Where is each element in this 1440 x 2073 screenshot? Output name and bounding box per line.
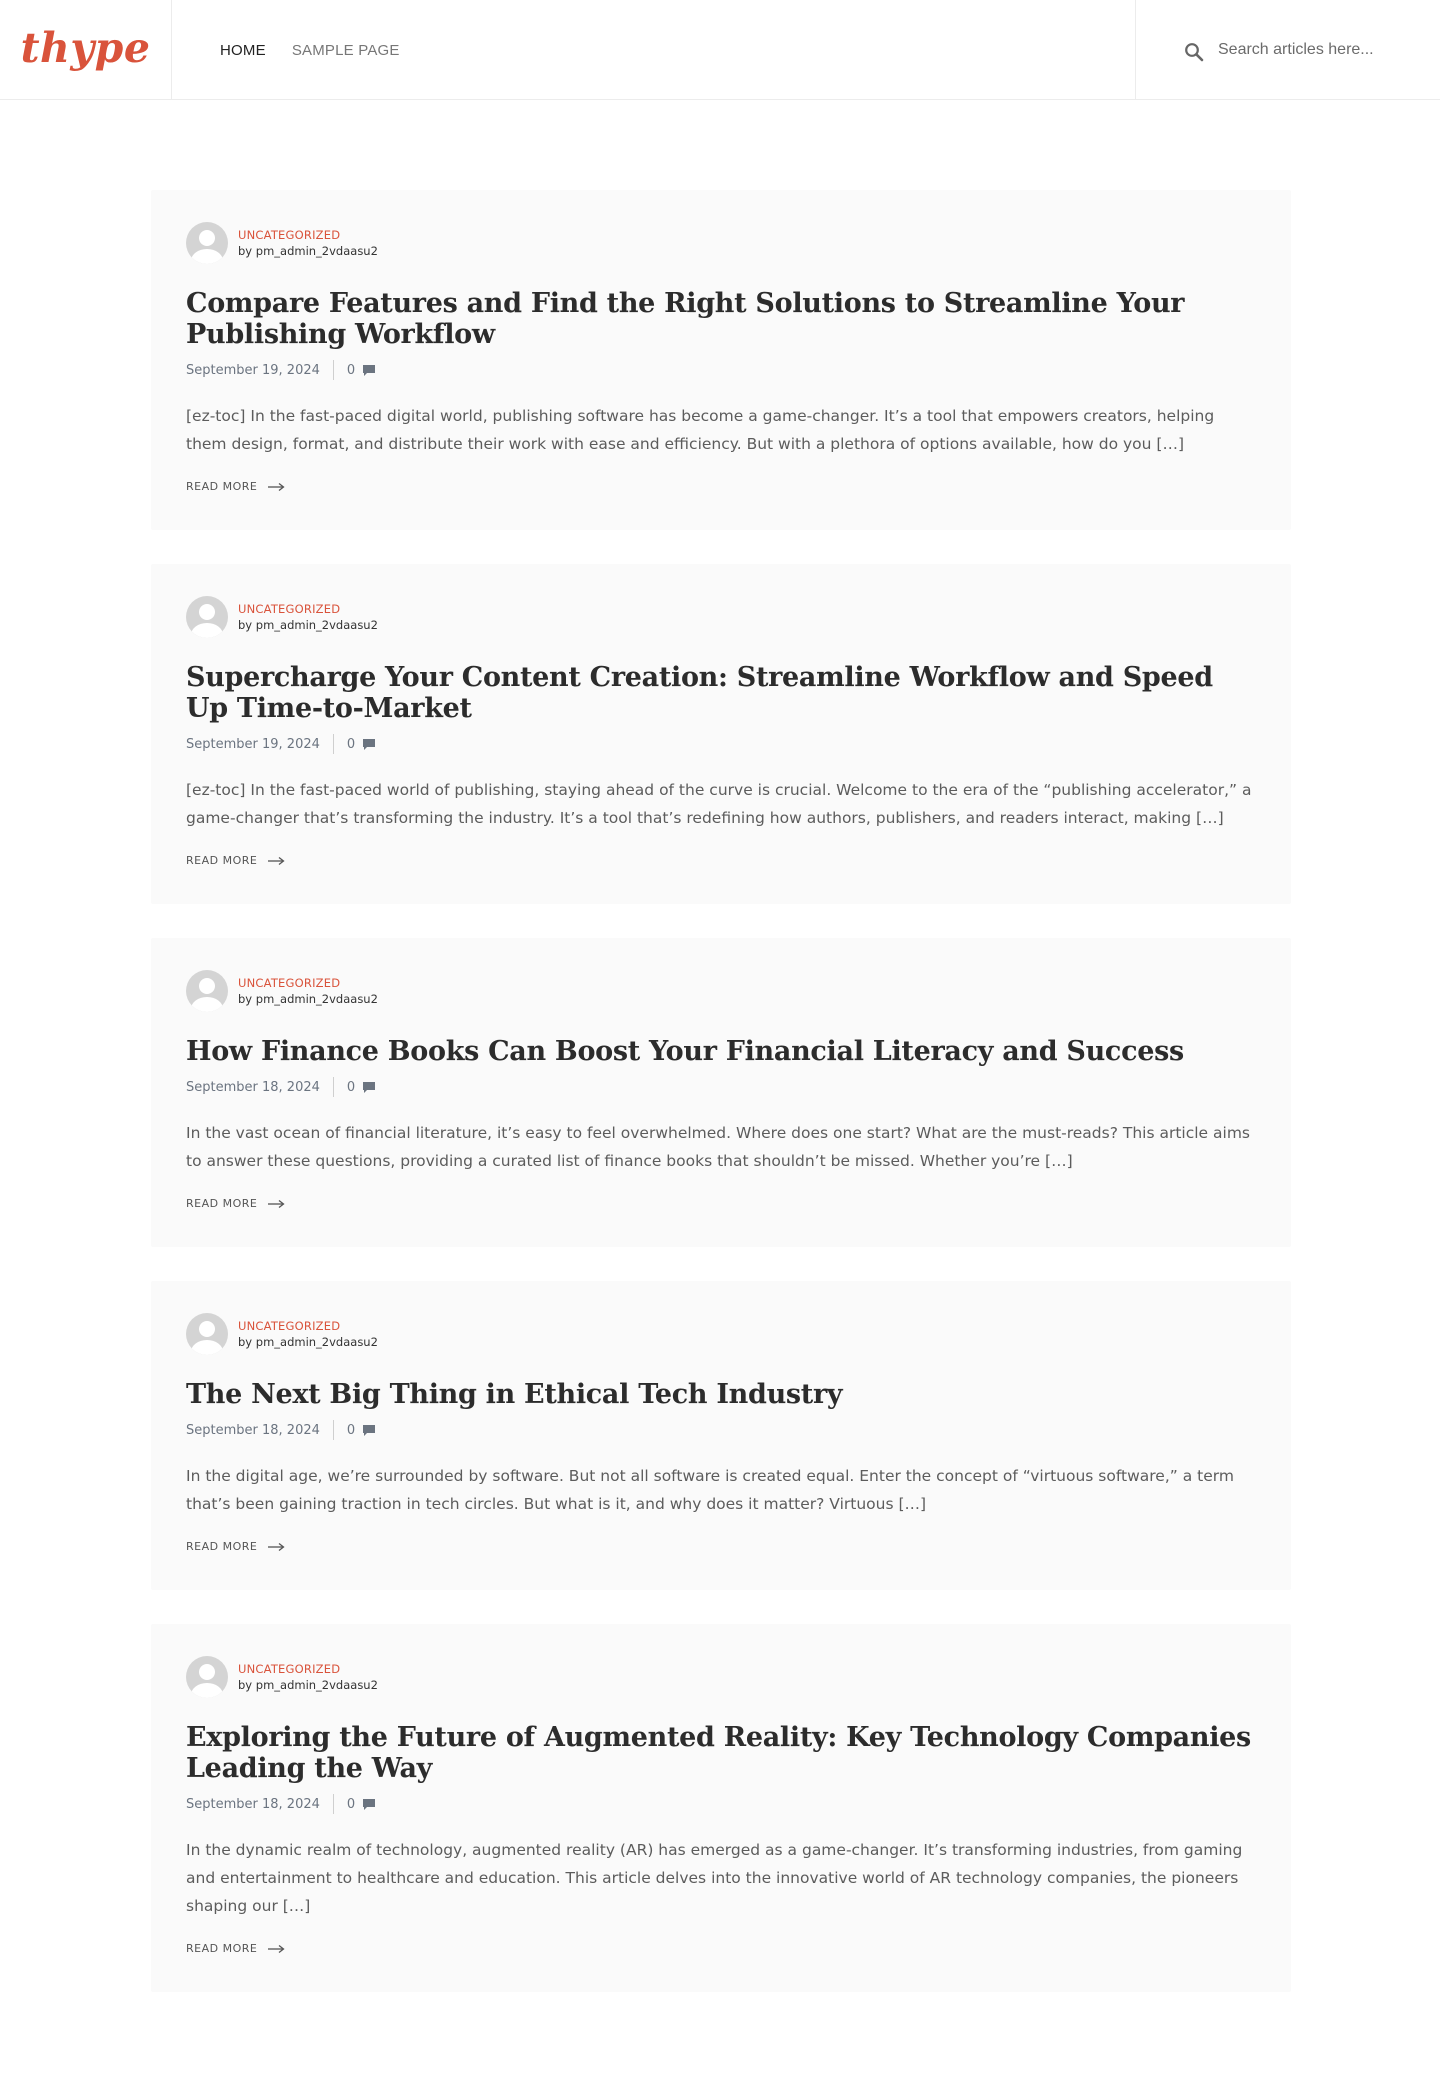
read-more-link[interactable]	[186, 480, 285, 493]
category-link[interactable]: UNCATEGORIZED	[238, 602, 341, 616]
post-card	[151, 190, 1291, 530]
search-input[interactable]	[1218, 41, 1418, 59]
post-date[interactable]: September 19, 2024	[186, 736, 320, 752]
comment-icon	[362, 1424, 376, 1437]
divider	[333, 360, 334, 380]
comment-icon	[362, 1081, 376, 1094]
post-title-link[interactable]: The Next Big Thing in Ethical Tech Industry	[186, 1379, 843, 1410]
comments-link[interactable]	[347, 1423, 376, 1438]
author-link[interactable]: pm_admin_2vdaasu2	[255, 1678, 378, 1692]
read-more-label: READ MORE	[186, 1197, 258, 1210]
arrow-right-icon	[267, 482, 285, 492]
post-info-row	[186, 1420, 1256, 1440]
post-meta	[186, 970, 1256, 1012]
arrow-right-icon	[267, 1199, 285, 1209]
category-link[interactable]: UNCATEGORIZED	[238, 1319, 341, 1333]
site-logo[interactable]: thype	[20, 24, 151, 72]
post-date[interactable]: September 18, 2024	[186, 1079, 320, 1095]
read-more-label: READ MORE	[186, 1942, 258, 1955]
author-prefix: by	[238, 992, 253, 1006]
post-date[interactable]: September 18, 2024	[186, 1796, 320, 1812]
avatar[interactable]	[186, 1656, 228, 1698]
post-title	[186, 288, 1256, 350]
author-link[interactable]: pm_admin_2vdaasu2	[255, 992, 378, 1006]
post-card	[151, 1624, 1291, 1992]
avatar[interactable]	[186, 222, 228, 264]
post-title-link[interactable]: How Finance Books Can Boost Your Financial Literacy and Success	[186, 1036, 1184, 1067]
read-more-link[interactable]	[186, 1942, 285, 1955]
site-header	[0, 0, 1440, 100]
comment-count: 0	[346, 1079, 356, 1095]
category-link[interactable]: UNCATEGORIZED	[238, 228, 341, 242]
comment-icon	[362, 738, 376, 751]
divider	[333, 1794, 334, 1814]
post-card	[151, 1281, 1291, 1590]
author-line	[238, 243, 378, 259]
search-icon[interactable]	[1184, 42, 1204, 62]
author-line	[238, 1334, 378, 1350]
post-info-row	[186, 734, 1256, 754]
post-excerpt: In the vast ocean of financial literature, it’s easy to feel overwhelmed. Where does one start? What are the must-reads? This article aims to answer these questions, providing a curated list of finance books that shouldn’t be missed. Whether you’re […]	[186, 1124, 1250, 1170]
avatar[interactable]	[186, 970, 228, 1012]
post-excerpt: In the digital age, we’re surrounded by software. But not all software is created equal. Enter the concept of “virtuous software,” a term that’s been gaining traction in tech circles. But what is it, and why does it matter? Virtuous […]	[186, 1467, 1234, 1513]
author-line	[238, 617, 378, 633]
comment-icon	[362, 1798, 376, 1811]
read-more-label: READ MORE	[186, 1540, 258, 1553]
post-excerpt: [ez-toc] In the fast-paced digital world, publishing software has become a game-changer. It’s a tool that empowers creators, helping them design, format, and distribute their work with ease and efficiency. But with a plethora of options available, how do you […]	[186, 407, 1215, 453]
comment-count: 0	[346, 1796, 356, 1812]
author-link[interactable]: pm_admin_2vdaasu2	[255, 244, 378, 258]
post-meta	[186, 1313, 1256, 1355]
post-title	[186, 1036, 1256, 1067]
comments-link[interactable]	[347, 1797, 376, 1812]
post-title-link[interactable]: Supercharge Your Content Creation: Streamline Workflow and Speed Up Time-to-Market	[186, 662, 1213, 724]
post-meta	[186, 222, 1256, 264]
brand-area	[0, 0, 172, 100]
post-card	[151, 938, 1291, 1247]
post-date[interactable]: September 19, 2024	[186, 362, 320, 378]
arrow-right-icon	[267, 1542, 285, 1552]
post-meta	[186, 596, 1256, 638]
author-prefix: by	[238, 618, 253, 632]
post-excerpt: In the dynamic realm of technology, augmented reality (AR) has emerged as a game-changer. It’s transforming industries, from gaming and entertainment to healthcare and education. This article delves into the innovative world of AR technology companies, the pioneers shaping our […]	[186, 1841, 1243, 1915]
post-info-row	[186, 360, 1256, 380]
author-prefix: by	[238, 1678, 253, 1692]
post-meta	[186, 1656, 1256, 1698]
post-title-link[interactable]: Exploring the Future of Augmented Reality: Key Technology Companies Leading the Way	[186, 1722, 1251, 1784]
author-prefix: by	[238, 244, 253, 258]
avatar[interactable]	[186, 596, 228, 638]
post-title	[186, 1379, 1256, 1410]
post-info-row	[186, 1077, 1256, 1097]
read-more-link[interactable]	[186, 1197, 285, 1210]
comments-link[interactable]	[347, 363, 376, 378]
comment-count: 0	[346, 1422, 356, 1438]
comments-link[interactable]	[347, 1080, 376, 1095]
comment-icon	[362, 364, 376, 377]
read-more-label: READ MORE	[186, 854, 258, 867]
divider	[333, 1077, 334, 1097]
nav-item-home[interactable]: HOME	[220, 41, 266, 59]
post-date[interactable]: September 18, 2024	[186, 1422, 320, 1438]
search-area	[1135, 0, 1440, 100]
post-excerpt: [ez-toc] In the fast-paced world of publishing, staying ahead of the curve is crucial. Welcome to the era of the “publishing accelerator,” a game-changer that’s transforming the industry. It’s a tool that’s redefining how authors, publishers, and readers interact, making […]	[186, 781, 1252, 827]
read-more-label: READ MORE	[186, 480, 258, 493]
post-title	[186, 1722, 1256, 1784]
arrow-right-icon	[267, 1944, 285, 1954]
comments-link[interactable]	[347, 737, 376, 752]
read-more-link[interactable]	[186, 1540, 285, 1553]
divider	[333, 1420, 334, 1440]
post-title-link[interactable]: Compare Features and Find the Right Solutions to Streamline Your Publishing Workflow	[186, 288, 1185, 350]
post-title	[186, 662, 1256, 724]
post-list	[151, 190, 1291, 2026]
main-navigation	[220, 0, 400, 100]
comment-count: 0	[346, 362, 356, 378]
author-link[interactable]: pm_admin_2vdaasu2	[255, 1335, 378, 1349]
post-info-row	[186, 1794, 1256, 1814]
read-more-link[interactable]	[186, 854, 285, 867]
avatar[interactable]	[186, 1313, 228, 1355]
post-card	[151, 564, 1291, 904]
author-line	[238, 991, 378, 1007]
comment-count: 0	[346, 736, 356, 752]
arrow-right-icon	[267, 856, 285, 866]
category-link[interactable]: UNCATEGORIZED	[238, 1662, 341, 1676]
divider	[333, 734, 334, 754]
nav-item-sample-page[interactable]: SAMPLE PAGE	[291, 41, 400, 59]
author-line	[238, 1677, 378, 1693]
author-link[interactable]: pm_admin_2vdaasu2	[255, 618, 378, 632]
category-link[interactable]: UNCATEGORIZED	[238, 976, 341, 990]
author-prefix: by	[238, 1335, 253, 1349]
